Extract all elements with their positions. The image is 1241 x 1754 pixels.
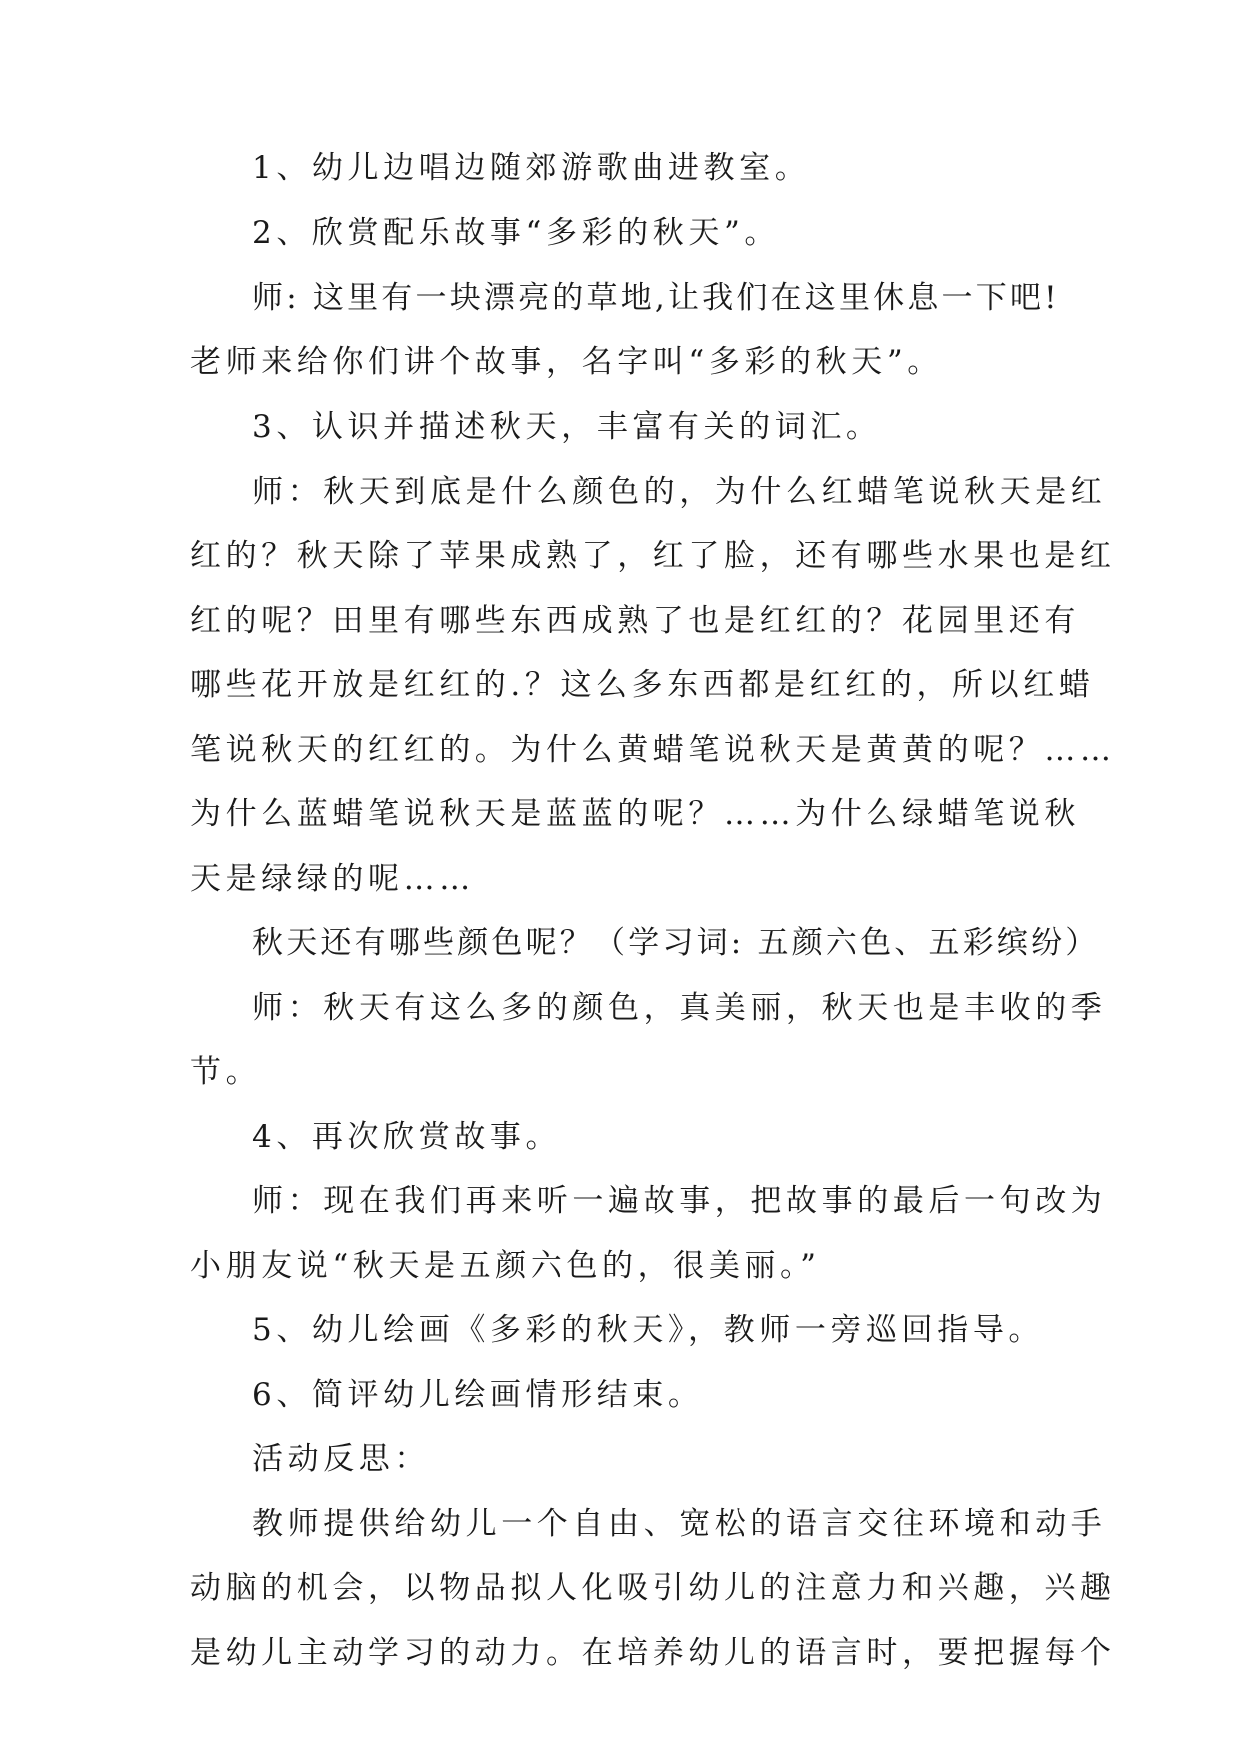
section-heading-reflection: 活动反思： [252, 1441, 430, 1477]
paragraph-step-1: 1、幼儿边唱边随郊游歌曲进教室。 [252, 150, 811, 186]
paragraph-reflection: 教师提供给幼儿一个自由、宽松的语言交往环境和动手 [252, 1506, 1107, 1542]
paragraph-teacher-question: 师：秋天到底是什么颜色的，为什么红蜡笔说秋天是红 [252, 474, 1107, 510]
paragraph-step-4: 4、再次欣赏故事。 [252, 1119, 562, 1155]
paragraph-teacher-question-cont: 天是绿绿的呢…… [190, 861, 475, 897]
paragraph-teacher-question-cont: 红的呢？田里有哪些东西成熟了也是红红的？花园里还有 [190, 603, 1080, 639]
paragraph-teacher-intro: 师: 这里有一块漂亮的草地,让我们在这里休息一下吧! [252, 280, 1060, 316]
paragraph-step-6: 6、简评幼儿绘画情形结束。 [252, 1377, 704, 1413]
paragraph-step-5: 5、幼儿绘画《多彩的秋天》，教师一旁巡回指导。 [252, 1312, 1045, 1348]
paragraph-teacher-harvest-cont: 节。 [190, 1054, 262, 1090]
paragraph-teacher-retell-cont: 小朋友说“秋天是五颜六色的，很美丽。” [190, 1248, 821, 1284]
paragraph-teacher-question-cont: 哪些花开放是红红的.？这么多东西都是红红的，所以红蜡 [190, 667, 1095, 703]
paragraph-teacher-question-cont: 为什么蓝蜡笔说秋天是蓝蓝的呢？……为什么绿蜡笔说秋 [190, 796, 1080, 832]
paragraph-teacher-intro-cont: 老师来给你们讲个故事，名字叫“多彩的秋天”。 [190, 344, 943, 380]
paragraph-step-3: 3、认识并描述秋天，丰富有关的词汇。 [252, 409, 882, 445]
paragraph-teacher-question-cont: 红的？秋天除了苹果成熟了，红了脸，还有哪些水果也是红 [190, 538, 1116, 574]
paragraph-reflection-cont: 是幼儿主动学习的动力。在培养幼儿的语言时，要把握每个 [190, 1635, 1116, 1671]
paragraph-teacher-retell: 师：现在我们再来听一遍故事，把故事的最后一句改为 [252, 1183, 1107, 1219]
paragraph-step-2: 2、欣赏配乐故事“多彩的秋天”。 [252, 215, 781, 251]
paragraph-teacher-harvest: 师：秋天有这么多的颜色，真美丽，秋天也是丰收的季 [252, 990, 1107, 1026]
paragraph-teacher-question-cont: 笔说秋天的红红的。为什么黄蜡笔说秋天是黄黄的呢？…… [190, 732, 1116, 768]
paragraph-reflection-cont: 动脑的机会，以物品拟人化吸引幼儿的注意力和兴趣，兴趣 [190, 1570, 1116, 1606]
paragraph-colors-question: 秋天还有哪些颜色呢？（学习词: 五颜六色、五彩缤纷） [252, 925, 1100, 961]
